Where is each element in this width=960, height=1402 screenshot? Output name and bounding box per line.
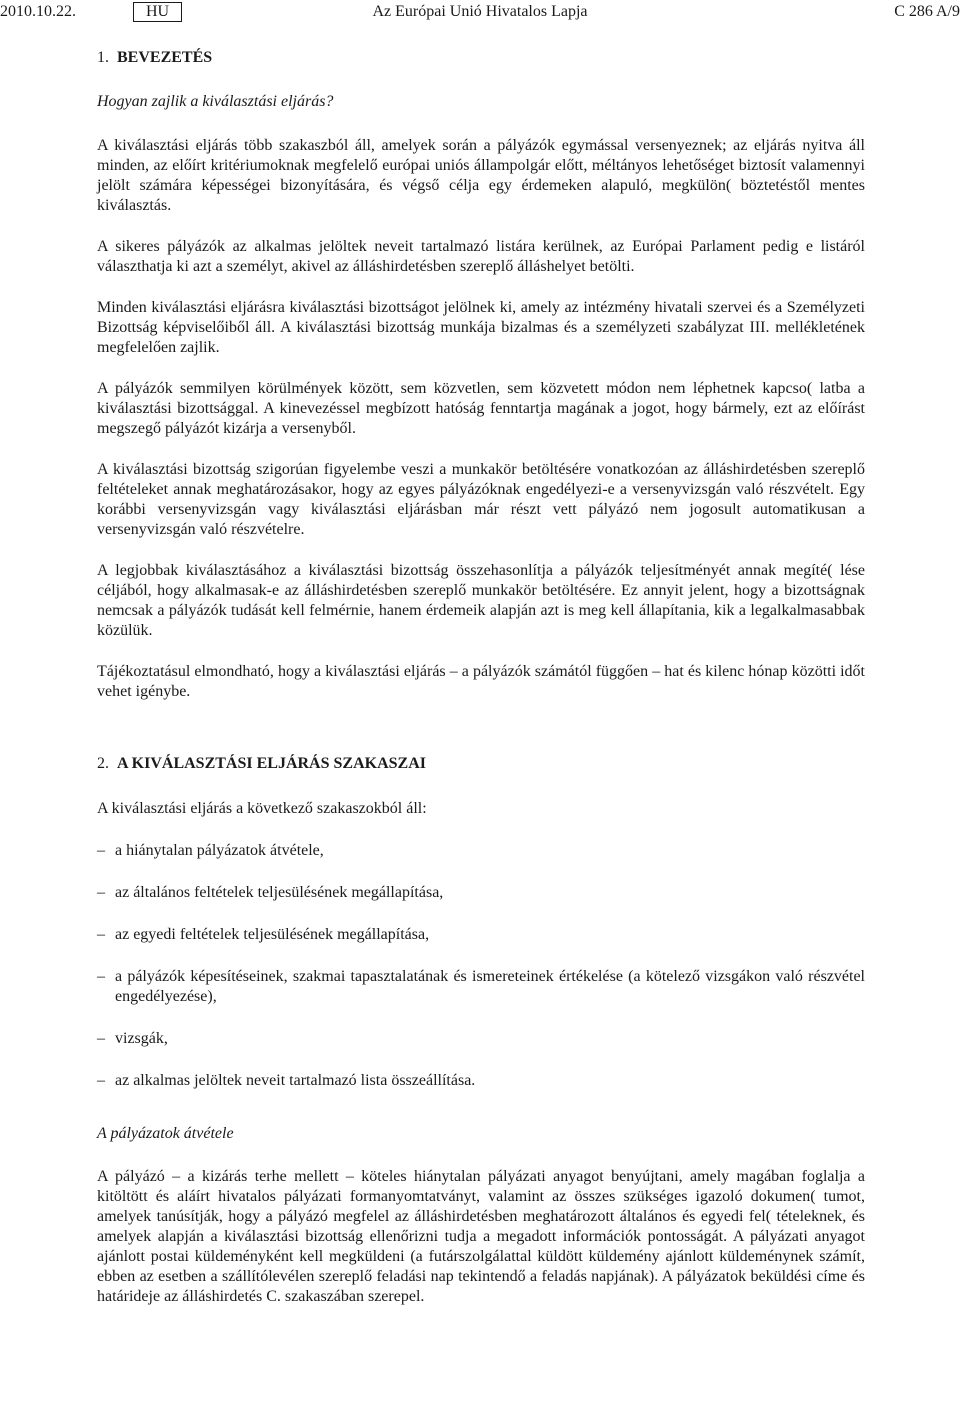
section-2-number: 2. bbox=[97, 755, 109, 772]
publication-date: 2010.10.22. bbox=[0, 3, 76, 20]
section-2-heading bbox=[97, 754, 865, 774]
document-body bbox=[97, 48, 865, 1307]
section-1-title: BEVEZETÉS bbox=[117, 49, 213, 66]
list-item: – az egyedi feltételek teljesülésének megállapítása, bbox=[97, 925, 865, 945]
section-1-subtitle: Hogyan zajlik a kiválasztási eljárás? bbox=[97, 93, 334, 110]
list-item: – a hiánytalan pályázatok átvétele, bbox=[97, 841, 865, 861]
paragraph: A sikeres pályázók az alkalmas jelöltek neveit tartalmazó listára kerülnek, az Európai Parlament pedig e listáról választhatja ki azt a személyt, akivel az álláshirdetésben szereplő álláshelyet betölti. bbox=[97, 238, 865, 275]
list-item: – az alkalmas jelöltek neveit tartalmazó lista összeállítása. bbox=[97, 1071, 865, 1091]
list-item: – az általános feltételek teljesülésének megállapítása, bbox=[97, 883, 865, 903]
section-2-title: A KIVÁLASZTÁSI ELJÁRÁS SZAKASZAI bbox=[117, 755, 426, 772]
list-item: – a pályázók képesítéseinek, szakmai tapasztalatának és ismereteinek értékelése (a kötelező vizsgákon való részvétel engedélyezése), bbox=[97, 967, 865, 1007]
section-1-number: 1. bbox=[97, 49, 109, 66]
list-item: – vizsgák, bbox=[97, 1029, 865, 1049]
paragraph: Minden kiválasztási eljárásra kiválasztási bizottságot jelölnek ki, amely az intézmény hivatali szervei és a Személyzeti Bizottság képviselőiből áll. A kiválasztási bizottság munkája bizalmas és a személyzeti szabályzat III. mellékletének megfelelően zajlik. bbox=[97, 299, 865, 356]
page-header bbox=[0, 2, 960, 24]
stages-list bbox=[97, 841, 865, 1091]
subsection-heading: A pályázatok átvétele bbox=[97, 1125, 234, 1142]
journal-title: Az Európai Unió Hivatalos Lapja bbox=[372, 3, 588, 20]
section-2-intro: A kiválasztási eljárás a következő szakaszokból áll: bbox=[97, 800, 427, 817]
paragraph: A legjobbak kiválasztásához a kiválasztási bizottság összehasonlítja a pályázók teljesítményét annak megíté( lése céljából, hogy alkalmasak-e az álláshirdetésben szereplő munkakör betöltésére. Ez annyit jelent, hogy a bizottságnak nemcsak a pályázók tudását kell felmérnie, hanem érdemeik alapján azt is meg kell állapítania, kik a legalkalmasabbak közülük. bbox=[97, 562, 865, 639]
paragraph: Tájékoztatásul elmondható, hogy a kiválasztási eljárás – a pályázók számától függően – hat és kilenc hónap közötti időt vehet igénybe. bbox=[97, 663, 865, 700]
paragraph: A kiválasztási bizottság szigorúan figyelembe veszi a munkakör betöltésére vonatkozóan az álláshirdetésben szereplő feltételeket annak meghatározásakor, hogy az egyes pályázóknak engedélyezi-e a versenyvizsgán való részvételt. Egy korábbi versenyvizsgán vagy kiválasztási eljárásban már részt vett pályázó nem jogosult automatikusan a versenyvizsgán való részvételre. bbox=[97, 461, 865, 538]
language-code-box: HU bbox=[133, 2, 182, 22]
section-1-heading bbox=[97, 48, 865, 68]
paragraph: A pályázók semmilyen körülmények között, sem közvetlen, sem közvetett módon nem léphetnek kapcso( latba a kiválasztási bizottsággal. A kinevezéssel megbízott hatóság fenntartja magának a jogot, hogy bármely, ezt az előírást megszegő pályázót kizárja a versenyből. bbox=[97, 380, 865, 437]
page-reference: C 286 A/9 bbox=[894, 3, 960, 20]
paragraph: A kiválasztási eljárás több szakaszból áll, amelyek során a pályázók egymással versenyeznek; az eljárás nyitva áll minden, az előírt kritériumoknak megfelelő európai uniós állampolgár előtt, méltányos lehetőséget biztosít valamennyi jelölt számára képességei bizonyítására, és végső célja egy érdemeken alapuló, megkülön( böztetéstől mentes kiválasztás. bbox=[97, 137, 865, 214]
paragraph: A pályázó – a kizárás terhe mellett – köteles hiánytalan pályázati anyagot benyújtani, amely magában foglalja a kitöltött és aláírt hivatalos pályázati formanyomtatványt, valamint az összes szükséges igazoló dokumen( tumot, amelyek tanúsítják, hogy a pályázó megfelel az álláshirdetésben meghatározott általános és egyedi fel( tételeknek, és amelyek alapján a kiválasztási bizottság ellenőrizni tudja a megadott információk pontosságát. A pályázati anyagot ajánlott postai küldeményként kell megküldeni (a futárszolgálattal küldött küldemény ajánlott küldeménynek számít, ebben az esetben a szállítólevélen szereplő feladási nap tekintendő a feladás napjának). A pályázatok beküldési címe és határideje az álláshirdetés C. szakaszában szerepel. bbox=[97, 1168, 865, 1305]
